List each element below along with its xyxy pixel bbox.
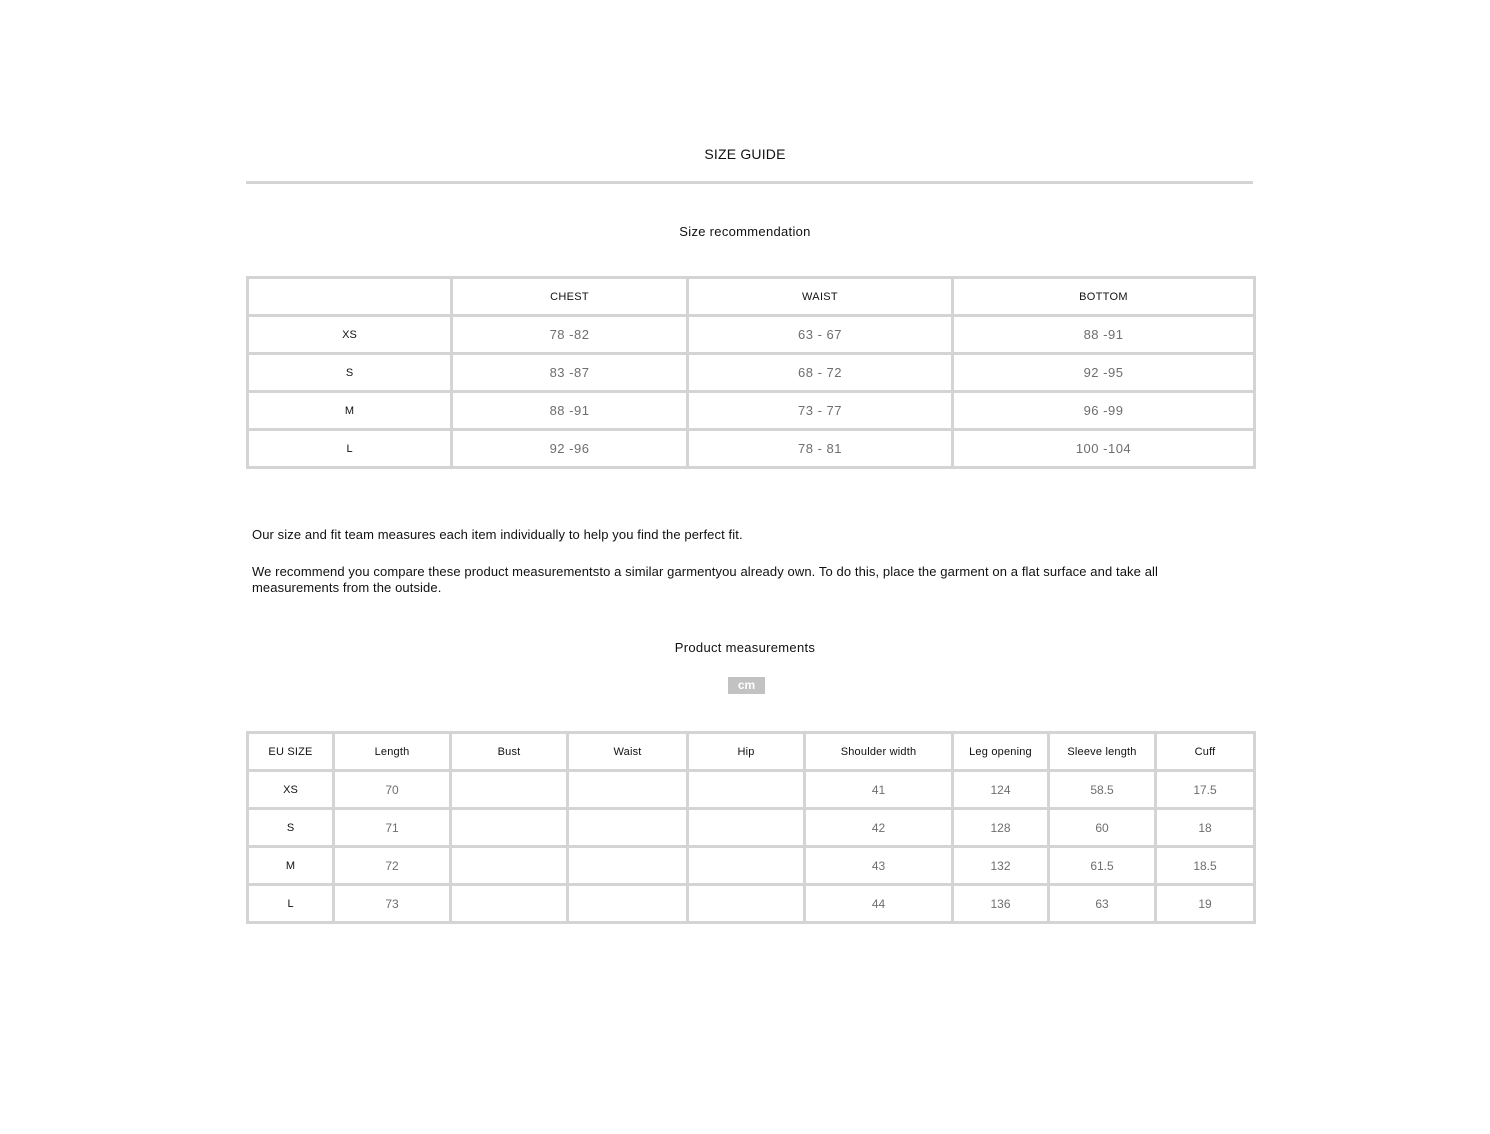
- table-cell: 19: [1156, 885, 1255, 923]
- size-label: L: [248, 430, 452, 468]
- intro-paragraph: Our size and fit team measures each item individually to help you find the perfect fit.: [252, 527, 743, 542]
- column-header-cuff: Cuff: [1156, 733, 1255, 771]
- size-recommendation-table: [246, 276, 1256, 469]
- product-measurements-table: [246, 731, 1256, 924]
- table-cell: 72: [334, 847, 451, 885]
- size-label: S: [248, 354, 452, 392]
- table-row: [248, 392, 1255, 430]
- table-cell: 63: [1049, 885, 1156, 923]
- table-cell: 124: [953, 771, 1049, 809]
- column-header-eu-size: EU SIZE: [248, 733, 334, 771]
- column-header-bust: Bust: [451, 733, 568, 771]
- table-cell: 41: [805, 771, 953, 809]
- table-cell: [688, 771, 805, 809]
- column-header-chest: CHEST: [452, 278, 688, 316]
- column-header: [248, 278, 452, 316]
- table-cell: [688, 809, 805, 847]
- unit-toggle-cm[interactable]: cm: [728, 677, 765, 694]
- table-row: [248, 885, 1255, 923]
- table-cell: 71: [334, 809, 451, 847]
- table-cell: 73: [334, 885, 451, 923]
- column-header-leg-opening: Leg opening: [953, 733, 1049, 771]
- product-measurements-heading: Product measurements: [674, 640, 816, 655]
- instructions-paragraph: We recommend you compare these product measurementsto a similar garmentyou already own. To do this, place the garment on a flat surface and take all measurements from the outside.: [252, 564, 1159, 595]
- table-cell: 17.5: [1156, 771, 1255, 809]
- column-header-shoulder-width: Shoulder width: [805, 733, 953, 771]
- table-cell: 100 -104: [953, 430, 1255, 468]
- table-cell: [688, 885, 805, 923]
- size-label: M: [248, 392, 452, 430]
- table-cell: 70: [334, 771, 451, 809]
- table-cell: 92 -95: [953, 354, 1255, 392]
- table-cell: 132: [953, 847, 1049, 885]
- table-cell: [568, 771, 688, 809]
- table-cell: 43: [805, 847, 953, 885]
- size-label: M: [248, 847, 334, 885]
- table-cell: 42: [805, 809, 953, 847]
- table-cell: [451, 809, 568, 847]
- table-cell: 44: [805, 885, 953, 923]
- table-cell: [451, 847, 568, 885]
- table-cell: 83 -87: [452, 354, 688, 392]
- table-cell: [568, 809, 688, 847]
- table-cell: [568, 885, 688, 923]
- table-cell: [451, 771, 568, 809]
- table-cell: 18: [1156, 809, 1255, 847]
- size-recommendation-heading: Size recommendation: [679, 224, 811, 239]
- page-title: SIZE GUIDE: [704, 146, 786, 162]
- table-cell: 88 -91: [953, 316, 1255, 354]
- table-cell: [451, 885, 568, 923]
- table-cell: 78 -82: [452, 316, 688, 354]
- table-row: [248, 430, 1255, 468]
- size-label: S: [248, 809, 334, 847]
- table-cell: 128: [953, 809, 1049, 847]
- table-row: [248, 809, 1255, 847]
- column-header-length: Length: [334, 733, 451, 771]
- table-row: [248, 771, 1255, 809]
- table-cell: 136: [953, 885, 1049, 923]
- table-cell: 60: [1049, 809, 1156, 847]
- table-cell: 88 -91: [452, 392, 688, 430]
- column-header-waist: Waist: [568, 733, 688, 771]
- table-cell: 61.5: [1049, 847, 1156, 885]
- table-cell: 18.5: [1156, 847, 1255, 885]
- table-cell: [688, 847, 805, 885]
- column-header-waist: WAIST: [688, 278, 953, 316]
- size-label: XS: [248, 771, 334, 809]
- table-row: [248, 847, 1255, 885]
- column-header-hip: Hip: [688, 733, 805, 771]
- table-cell: 73 - 77: [688, 392, 953, 430]
- table-cell: [568, 847, 688, 885]
- table-header-row: [248, 278, 1255, 316]
- table-row: [248, 354, 1255, 392]
- size-label: XS: [248, 316, 452, 354]
- table-cell: 63 - 67: [688, 316, 953, 354]
- column-header-sleeve-length: Sleeve length: [1049, 733, 1156, 771]
- column-header-bottom: BOTTOM: [953, 278, 1255, 316]
- table-cell: 96 -99: [953, 392, 1255, 430]
- table-cell: 58.5: [1049, 771, 1156, 809]
- table-cell: 92 -96: [452, 430, 688, 468]
- table-header-row: [248, 733, 1255, 771]
- size-label: L: [248, 885, 334, 923]
- table-cell: 68 - 72: [688, 354, 953, 392]
- table-row: [248, 316, 1255, 354]
- table-cell: 78 - 81: [688, 430, 953, 468]
- title-divider: [246, 181, 1253, 184]
